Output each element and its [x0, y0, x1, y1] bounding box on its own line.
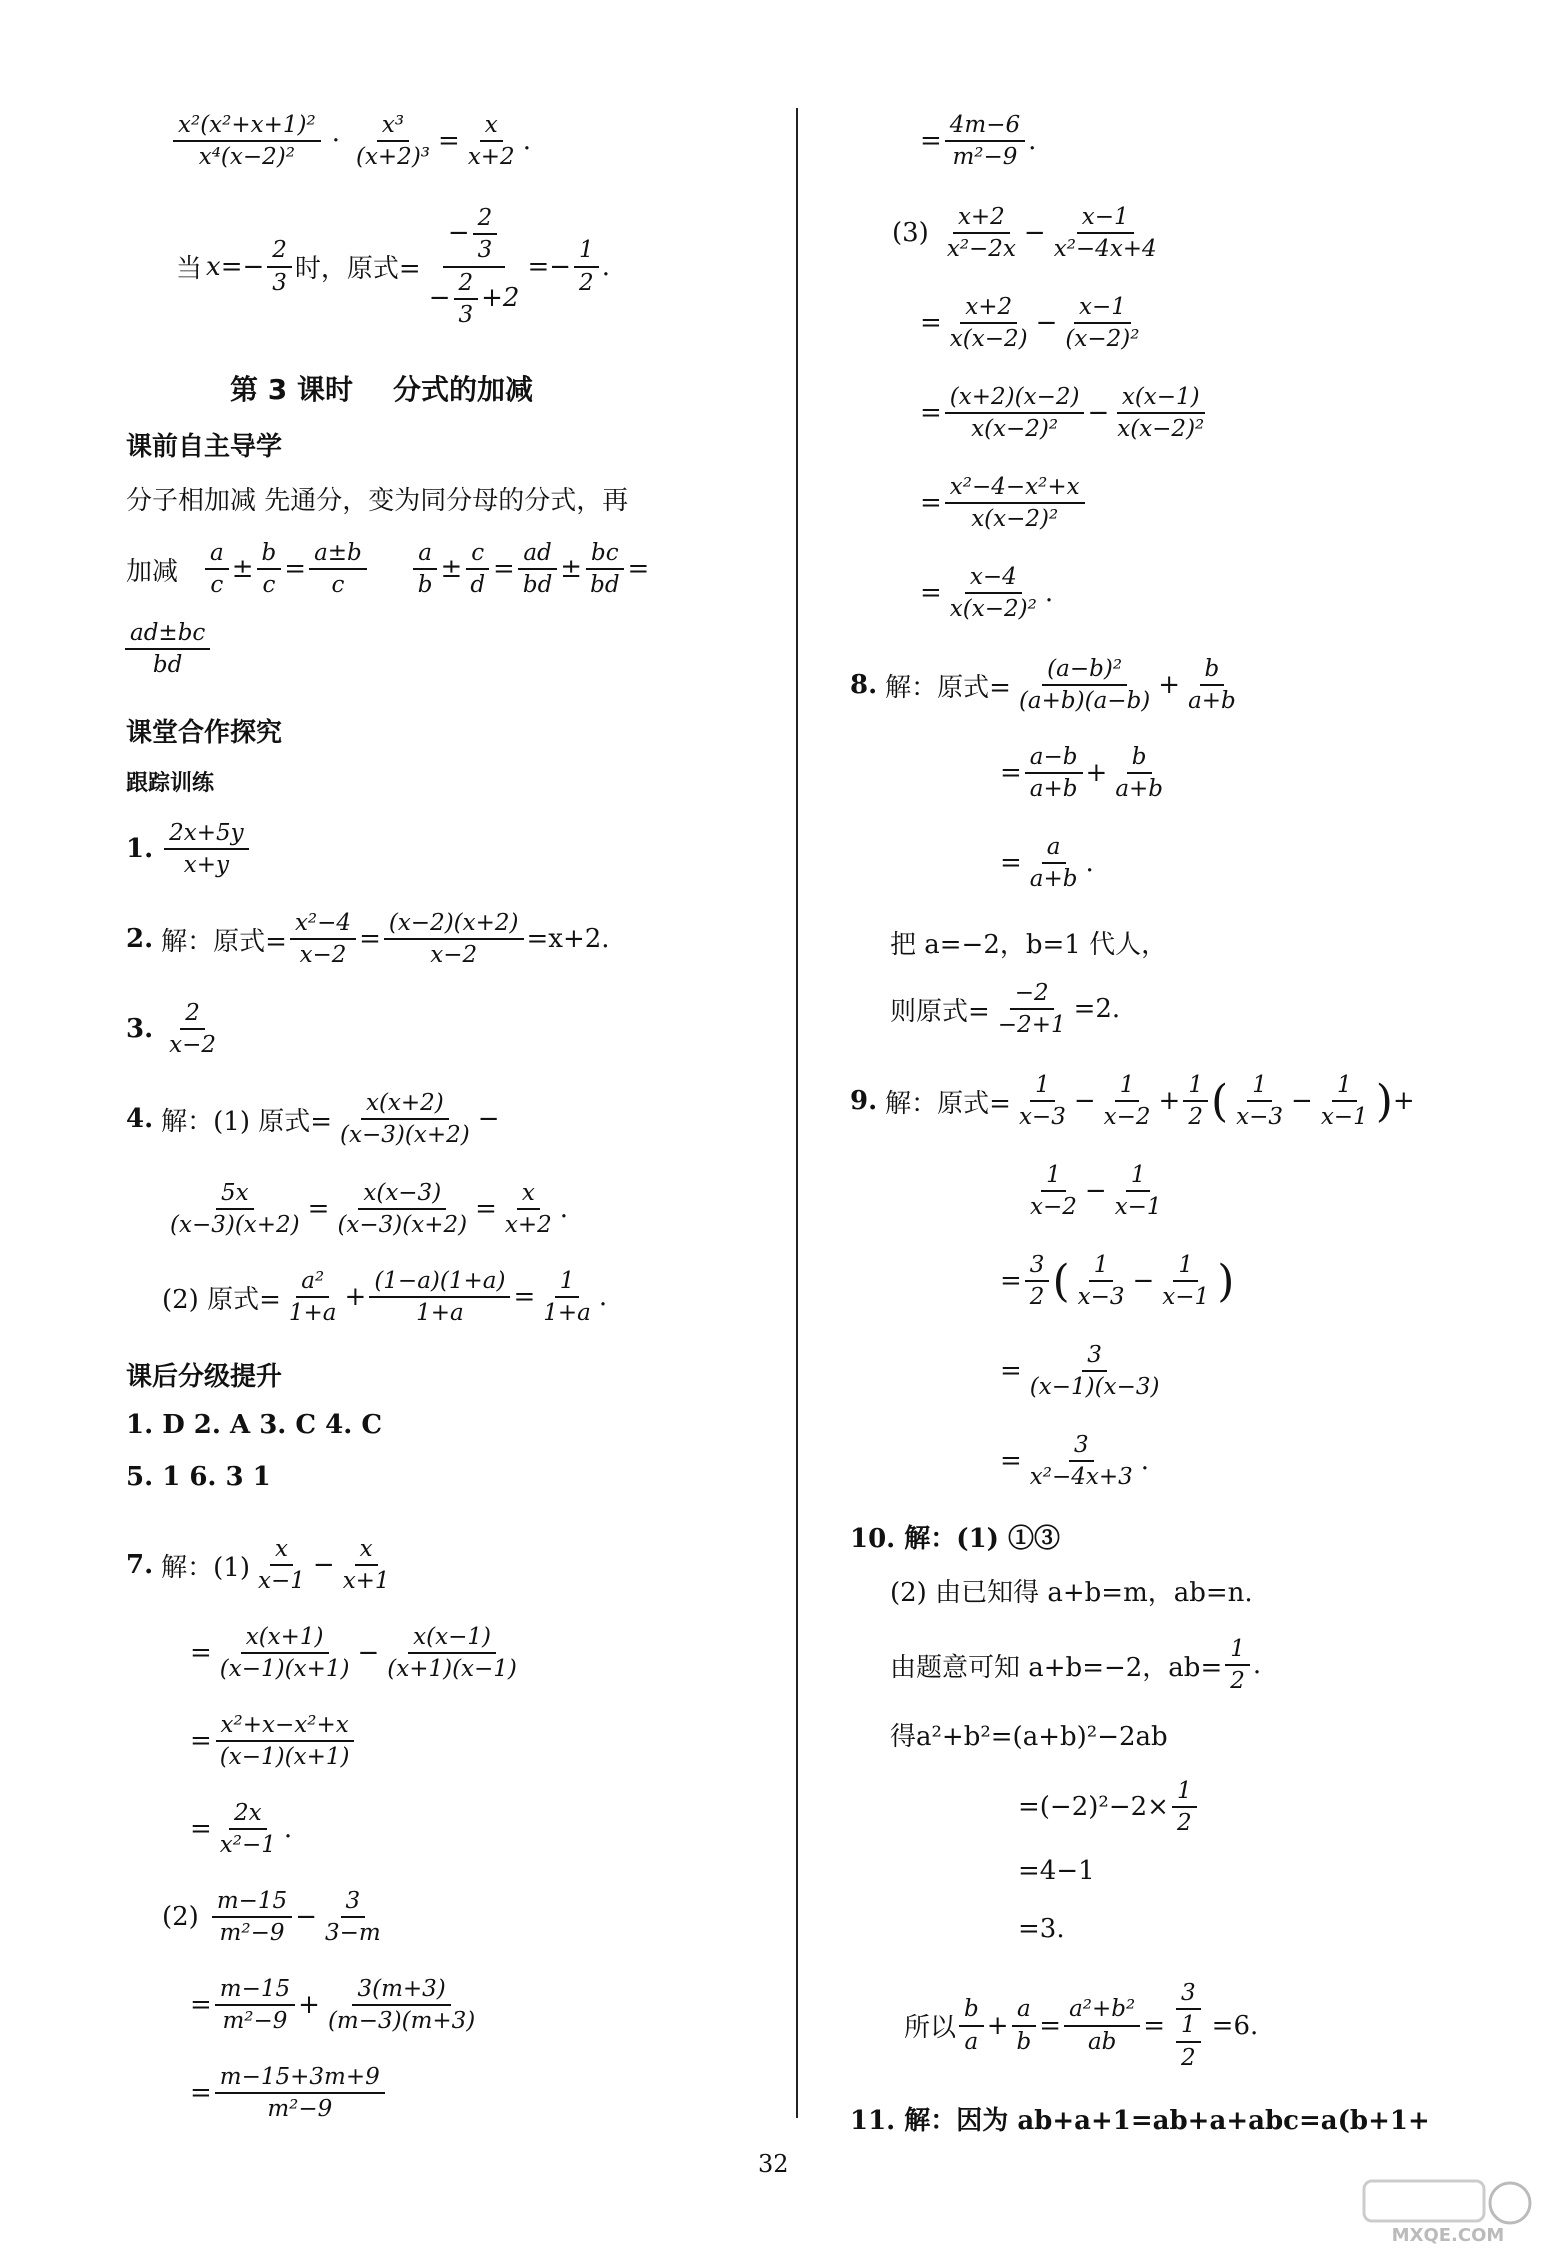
question-8: 8. 解：原式= $\frac{\text{(a−b)²}}{(a+b)(a-b)}$ + $\frac{b}{a+b}$	[850, 656, 1236, 715]
r-line-1: = $\frac{4m-6}{\text{m²−9}}$ .	[920, 112, 1037, 171]
compound-fraction: $\frac{3}{\frac{1}{2}}$	[1168, 1980, 1209, 2071]
column-divider	[796, 108, 798, 2118]
question-9-step2: = $\frac{3}{(x-1)(x-3)}$	[1000, 1342, 1160, 1401]
page-number: 32	[758, 2150, 789, 2178]
question-4: 4. 解：(1) 原式= $\frac{x(x+2)}{(x-3)(x+2)}$ −	[126, 1090, 500, 1149]
question-9-cont: 1 x−2 − $\frac{1}{x-1}$	[1030, 1162, 1162, 1221]
watermark-logo	[1360, 2175, 1536, 2247]
question-10-derive: 得a²+b²=(a+b)²−2ab	[890, 1722, 1168, 1752]
question-7-step1: = $\frac{x(x+1)}{(x-1)(x+1)}$ − $\frac{x(x-1)}{(x+1)(x-1)}$	[190, 1624, 517, 1683]
post-heading: 课后分级提升	[126, 1362, 283, 1392]
left-column	[118, 0, 778, 2200]
question-9-step1: = $\frac{3}{2}$ ( 1 x−3 − $\frac{1}{x-1}$ )	[1000, 1252, 1235, 1311]
question-2: 2. 解：原式= $\frac{\text{x²−4}}{x-2}$ = $\frac{(x-2)(x+2)}{x-2}$ =x+2.	[126, 910, 610, 969]
question-10-conclusion: 所以 b a + $\frac{a}{b}$ = $\frac{\text{a²+b²}}{ab}$ = $\frac{3}{\frac{1}{2}}$ =6.	[904, 1980, 1259, 2071]
question-9: 9. 解：原式= $\frac{1}{x-3}$ − $\frac{1}{x-2}$ + $\frac{1}{2}$ ( 1 x−3 − $\frac{1}{x-1}$ ) +	[850, 1072, 1415, 1131]
question-10: 10. 解：(1) ①③	[850, 1524, 1061, 1554]
question-1: 1. 2x+5y x+y	[126, 820, 252, 879]
question-7-part2-step1: = $\frac{m-15}{\text{m²−9}}$ + $\frac{3(m+3)}{(m-3)(m+3)}$	[190, 1976, 476, 2035]
eq-line-2: 当 x =− $\frac{2}{3}$ 时，原式= − $\frac{2}{3}$ − $\frac{2}{3}$ +2 =− $\frac{1}{2}$ .	[176, 205, 610, 329]
question-10-step3: =3.	[1018, 1914, 1065, 1944]
question-8-step2: = $\frac{a}{a+b}$ .	[1000, 834, 1094, 893]
question-8-step1: = $\frac{a-b}{a+b}$ + $\frac{b}{a+b}$	[1000, 744, 1164, 803]
question-4-cont: $\frac{5x}{(x-3)(x+2)}$ = $\frac{x(x-3)}{(x-3)(x+2)}$ = $\frac{x}{x+2}$ .	[170, 1180, 569, 1239]
question-10-part2: (2) 由已知得 a+b=m，ab=n.	[890, 1578, 1253, 1608]
track-heading: 跟踪训练	[126, 771, 215, 796]
question-9-step3: = $\frac{3}{\text{x²−4x+3}}$ .	[1000, 1432, 1150, 1491]
question-4-part2: (2) 原式= $\frac{\text{a²}}{1+a}$ + $\frac{(1-a)(1+a)}{1+a}$ = $\frac{1}{1+a}$ .	[162, 1268, 608, 1327]
question-10-given: 由题意可知 a+b=−2，ab= $\frac{1}{2}$ .	[890, 1636, 1262, 1695]
question-10-step1: =(−2)²−2× $\frac{1}{2}$	[1018, 1778, 1200, 1837]
pre-formula-cont: ad±bc bd	[122, 620, 213, 679]
r-line-6: = $\frac{x-4}{\text{x(x−2)²}}$ .	[920, 564, 1054, 623]
pre-formula-line: 加减 a c ± $\frac{b}{c}$ = $\frac{a\pm b}{c}$ a b ± $\frac{c}{d}$ = $\frac{ad}{bd}$ ± $\frac{bc}{bd}$ =	[126, 540, 650, 599]
question-7-part2: (2) m−15 m²−9 − $\frac{3}{3-m}$	[162, 1888, 381, 1947]
right-column	[850, 0, 1530, 2200]
answers-5-6: 5. 1 6. 3 1	[126, 1462, 271, 1492]
watermark-text: MXQE.COM	[1391, 2225, 1505, 2246]
r-line-2: (3) x+2 x²−2x − $\frac{x-1}{\text{x²−4x+4}}$	[892, 204, 1157, 263]
question-7-step3: = $\frac{2x}{\text{x²−1}}$ .	[190, 1800, 293, 1859]
question-7: 7. 解：(1) x x−1 − $\frac{x}{x+1}$	[126, 1536, 390, 1595]
answers-1-4: 1. D 2. A 3. C 4. C	[126, 1410, 383, 1440]
question-7-part2-step2: = $\frac{m-15+3m+9}{\text{m²−9}}$	[190, 2064, 388, 2123]
pre-heading: 课前自主导学	[126, 432, 283, 462]
question-10-step2: =4−1	[1018, 1856, 1095, 1886]
question-8-substitute: 把 a=−2，b=1 代人，	[890, 930, 1168, 960]
question-8-result: 则原式= $\frac{-2}{-2+1}$ =2.	[890, 980, 1121, 1039]
question-11: 11. 解：因为 ab+a+1=ab+a+abc=a(b+1+	[850, 2106, 1430, 2136]
class-heading: 课堂合作探究	[126, 718, 283, 748]
question-3: 3. 2 x−2	[126, 1000, 217, 1059]
section-title: 第 3 课时 分式的加减	[230, 373, 533, 406]
r-line-5: = $\frac{\text{x²−4−x²+x}}{\text{x(x−2)²}}$	[920, 474, 1088, 533]
pre-text-1: 分子相加减 先通分，变为同分母的分式，再	[126, 486, 629, 516]
r-line-3: = $\frac{x+2}{x(x-2)}$ − $\frac{x-1}{\text{(x−2)²}}$	[920, 294, 1140, 353]
eq-line-1: x²(x²+x+1)² x⁴(x−2)² · $\frac{\text{x³}}{\text{(x+2)³}}$ = $\frac{x}{x+2}$ .	[170, 112, 531, 171]
question-7-step2: = $\frac{\text{x²+x−x²+x}}{(x-1)(x+1)}$	[190, 1712, 357, 1771]
compound-fraction: − $\frac{2}{3}$ − $\frac{2}{3}$ +2	[428, 205, 520, 329]
r-line-4: = $\frac{(x+2)(x-2)}{\text{x(x−2)²}}$ − $\frac{x(x-1)}{\text{x(x−2)²}}$	[920, 384, 1205, 443]
